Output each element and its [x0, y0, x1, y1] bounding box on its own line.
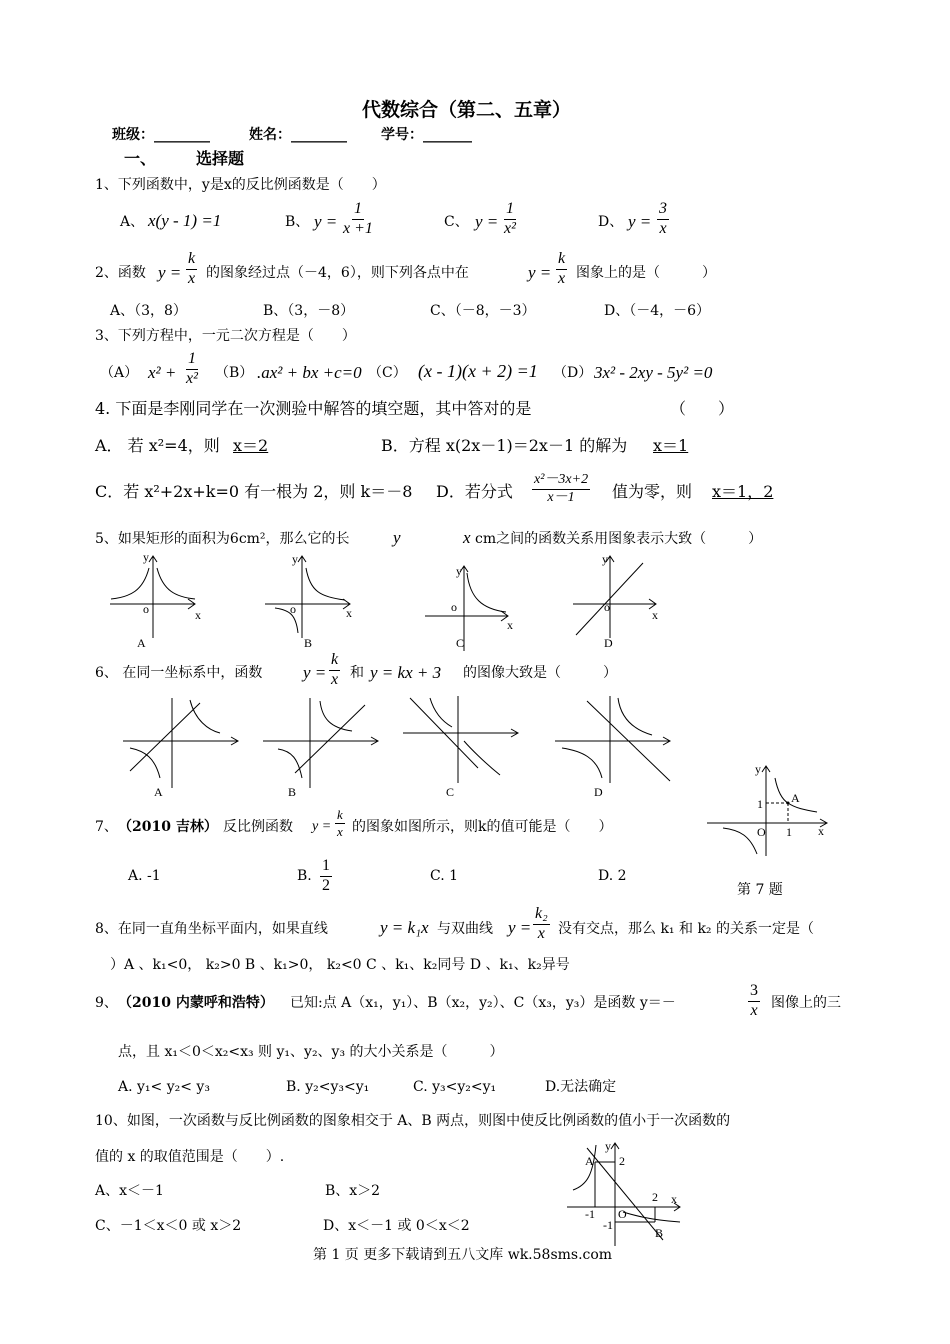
- q7-post: 的图象如图所示，则k的值可能是（ ）: [352, 819, 613, 835]
- class-field: 班级：________: [112, 127, 210, 143]
- q9-line2: 点，且 x₁＜0＜x₂<x₃ 则 y₁、y₂、y₃ 的大小关系是（ ）: [118, 1044, 504, 1060]
- q8-fraction: [533, 906, 550, 943]
- q2-post: 图象上的是（ ）: [576, 265, 716, 281]
- q4-d-num: x²－3x+2: [532, 473, 590, 490]
- page-title: 代数综合（第二、五章）: [362, 99, 572, 121]
- q9-source: （2010 内蒙呼和浩特）: [118, 995, 274, 1011]
- q1-c-lhs: y =: [475, 212, 499, 231]
- q7-b-num: 1: [320, 858, 332, 877]
- q3-c-expr: (x - 1)(x + 2) =1: [418, 361, 538, 381]
- q7-lhs: y =: [312, 819, 332, 834]
- svg-text:y: y: [456, 564, 462, 578]
- q10-figure: [565, 1140, 685, 1248]
- q2-lhs: y =: [158, 263, 182, 282]
- q1-label-d: D、: [598, 214, 624, 230]
- q4-d-fraction: [532, 473, 590, 505]
- svg-text:y: y: [143, 550, 149, 564]
- q10-fig-two-x: 2: [652, 1190, 658, 1204]
- q10-option-c: C、－1＜x＜0 或 x＞2: [95, 1218, 242, 1234]
- q6-graph-b: [260, 693, 385, 801]
- q2-option-b: B、（3，－8）: [263, 303, 355, 319]
- q2-option-d: D、（－4，－6）: [604, 303, 711, 319]
- q1-b-num: 1: [352, 201, 364, 220]
- q7-fig-origin: O: [757, 825, 766, 839]
- q5-label-c: C: [456, 636, 465, 650]
- q3-label-d: （D）: [553, 365, 593, 381]
- q5-y: y: [393, 528, 401, 547]
- q6-graph-c: [400, 693, 525, 801]
- q7-option-c: C. 1: [430, 868, 459, 884]
- q6-graph-a: [120, 693, 245, 801]
- q2-num-1: k: [186, 251, 197, 270]
- q7-figure-caption: 第 7 题: [737, 882, 783, 898]
- q9-option-b: B. y₂<y₃<y₁: [286, 1079, 370, 1095]
- q1-d-fraction: [657, 201, 669, 238]
- q5-graph-a: [105, 550, 210, 653]
- q7-option-b: B.: [297, 868, 312, 884]
- q3-d-expr: 3x² - 2xy - 5y² =0: [594, 363, 713, 382]
- q5-label-d: D: [604, 636, 613, 650]
- q10-option-b: B、x＞2: [325, 1183, 381, 1199]
- q3-a-fraction: [186, 351, 198, 388]
- svg-text:o: o: [143, 602, 149, 616]
- q2-option-a: A、（3，8）: [110, 303, 187, 319]
- q6-label-d: D: [594, 785, 603, 799]
- q4-d-mid: 值为零，则: [612, 482, 693, 501]
- q4-option-b: B．方程 x(2x－1)＝2x－1 的解为: [381, 436, 628, 455]
- q10-fig-point-a: A: [585, 1154, 594, 1168]
- q1-d-num: 3: [657, 201, 669, 220]
- q3-a-expr: x² +: [148, 363, 177, 382]
- q10-fig-origin: O: [618, 1207, 627, 1221]
- svg-text:x: x: [507, 618, 513, 632]
- name-field: 姓名：________: [249, 127, 347, 143]
- q7-den: x: [337, 823, 343, 839]
- q1-d-den: x: [659, 219, 667, 237]
- svg-text:o: o: [604, 600, 610, 614]
- q3-a-den: x²: [186, 369, 198, 387]
- q8-lhs: y =: [508, 918, 532, 937]
- svg-text:x: x: [195, 608, 201, 622]
- q2-fraction-1: [186, 251, 197, 288]
- q7-b-den: 2: [322, 876, 330, 894]
- q9-mid: 已知:点 A（x₁，y₁）、B（x₂，y₂）、C（x₃，y₃）是函数 y＝－: [290, 995, 676, 1011]
- section-title: 选择题: [196, 149, 245, 168]
- q2-option-c: C、（－8，－3）: [430, 303, 536, 319]
- q10-line2: 值的 x 的取值范围是（ ）.: [95, 1149, 285, 1165]
- q7-b-fraction: [320, 858, 332, 895]
- q5-graph-d: [568, 553, 673, 653]
- section-number: 一、: [124, 149, 157, 168]
- q1-label-a: A、: [120, 214, 145, 230]
- q1-stem: 1、下列函数中，y是x的反比例函数是（ ）: [95, 177, 386, 193]
- q3-label-b: （B）: [215, 365, 254, 381]
- q7-option-d: D. 2: [598, 868, 627, 884]
- svg-text:o: o: [451, 600, 457, 614]
- q4-option-b-answer: x＝1: [653, 436, 689, 455]
- q10-fig-two-y: 2: [619, 1154, 625, 1168]
- q9-den: x: [750, 1001, 758, 1019]
- q5-graph-c: [420, 563, 525, 663]
- q9-option-d: D.无法确定: [545, 1079, 617, 1095]
- q3-stem: 3、下列方程中，一元二次方程是（ ）: [95, 328, 356, 344]
- q6-post: 的图像大致是（ ）: [463, 665, 617, 681]
- q6-fraction: [329, 652, 340, 689]
- q1-b-lhs: y =: [314, 212, 338, 231]
- q10-option-d: D、x＜－1 或 0＜x＜2: [323, 1218, 470, 1234]
- q10-fig-x: x: [671, 1192, 677, 1206]
- q6-label-b: B: [288, 785, 297, 799]
- svg-text:y: y: [292, 552, 298, 566]
- q4-d-den: x－1: [547, 489, 575, 505]
- q9-option-a: A. y₁< y₂< y₃: [118, 1079, 210, 1095]
- q9-post: 图像上的三: [771, 995, 841, 1011]
- q7-fig-one-x: 1: [786, 825, 792, 839]
- q5-x: x: [463, 528, 471, 547]
- q6-expr: y = kx + 3: [370, 663, 442, 682]
- q4-stem: 4. 下面是李刚同学在一次测验中解答的填空题，其中答对的是: [95, 399, 532, 418]
- q3-label-a: （A）: [100, 365, 139, 381]
- q8-options: ）A 、k₁<0， k₂>0 B 、k₁>0， k₂<0 C 、k₁、k₂同号 D 、k₁、k₂异号: [110, 957, 570, 973]
- q2-den-1: x: [188, 269, 196, 287]
- q2-fraction-2: [556, 251, 567, 288]
- svg-text:x: x: [652, 608, 658, 622]
- q7-num: k: [337, 807, 343, 822]
- q6-lhs: y =: [303, 663, 327, 682]
- q9-option-c: C. y₃<y₂<y₁: [413, 1079, 497, 1095]
- q8-num: k₂: [533, 906, 550, 925]
- q8-den: x: [537, 924, 545, 942]
- q4-option-a: A． 若 x²=4，则: [95, 436, 220, 455]
- q6-graph-d: [552, 693, 677, 801]
- q1-label-b: B、: [285, 214, 310, 230]
- q10-option-a: A、x＜－1: [95, 1183, 164, 1199]
- q1-option-a: x(y - 1) =1: [148, 211, 222, 230]
- q4-paren: （ ）: [670, 399, 735, 418]
- q1-d-lhs: y =: [628, 212, 652, 231]
- q6-num: k: [329, 652, 340, 671]
- q2-pre: 2、函数: [95, 265, 146, 281]
- q6-label-a: A: [154, 785, 163, 799]
- q1-b-den: x +1: [343, 219, 373, 237]
- q6-pre: 6、 在同一坐标系中，函数: [95, 665, 263, 681]
- q4-option-d: D．若分式: [436, 482, 513, 501]
- q5-graph-b: [260, 553, 365, 653]
- q7-option-a: A. -1: [128, 868, 161, 884]
- q7-source: （2010 吉林）: [118, 819, 218, 835]
- q5-label-a: A: [137, 636, 146, 650]
- q8-pre: 8、在同一直角坐标平面内，如果直线: [95, 921, 328, 937]
- svg-text:o: o: [290, 602, 296, 616]
- q7-pre: 7、: [95, 819, 118, 835]
- q10-fig-minus-one-x: -1: [585, 1207, 595, 1221]
- svg-text:x: x: [346, 606, 352, 620]
- q10-fig-point-b: B: [655, 1226, 664, 1240]
- q6-den: x: [331, 670, 339, 688]
- q4-option-c: C．若 x²+2x+k=0 有一根为 2，则 k＝－8: [95, 482, 413, 501]
- number-field: 学号：_______: [381, 127, 472, 143]
- q7-fraction: [335, 808, 345, 838]
- q8-post: 没有交点，那么 k₁ 和 k₂ 的关系一定是（: [558, 921, 814, 937]
- q10-line1: 10、如图，一次函数与反比例函数的图象相交于 A、B 两点，则图中使反比例函数的值小于一次函数的: [95, 1113, 731, 1129]
- q7-fig-x: x: [818, 824, 824, 838]
- q9-num: 3: [748, 983, 760, 1002]
- q2-lhs-2: y =: [528, 263, 552, 282]
- q6-label-c: C: [446, 785, 455, 799]
- page-footer: 第 1 页 更多下载请到五八文库 wk.58sms.com: [313, 1247, 613, 1263]
- q1-c-num: 1: [504, 201, 516, 220]
- q4-option-d-answer: x＝1，2: [712, 482, 774, 501]
- q1-b-fraction: [343, 201, 373, 238]
- q2-den-2: x: [558, 269, 566, 287]
- q8-line: y = k₁x: [380, 918, 429, 937]
- q9-pre: 9、: [95, 995, 118, 1011]
- q7-figure: [705, 758, 840, 858]
- q9-fraction: [748, 983, 760, 1020]
- q3-label-c: （C）: [368, 365, 407, 381]
- q6-mid: 和: [350, 665, 364, 681]
- q10-fig-y: y: [605, 1139, 611, 1153]
- q8-mid: 与双曲线: [437, 921, 493, 937]
- q10-fig-minus-one-y: -1: [603, 1218, 613, 1232]
- q4-option-a-answer: x＝2: [233, 436, 269, 455]
- q2-mid: 的图象经过点（－4，6），则下列各点中在: [206, 265, 469, 281]
- q7-fig-one-y: 1: [757, 797, 763, 811]
- q1-c-den: x²: [504, 219, 516, 237]
- q5-label-b: B: [304, 636, 313, 650]
- q3-a-num: 1: [186, 351, 198, 370]
- q2-num-2: k: [556, 251, 567, 270]
- q5-post: cm之间的函数关系用图象表示大致（ ）: [475, 531, 763, 547]
- q3-b-expr: .ax² + bx +c=0: [257, 363, 362, 382]
- q7-mid: 反比例函数: [223, 819, 293, 835]
- q1-label-c: C、: [444, 214, 469, 230]
- q7-fig-y: y: [755, 762, 761, 776]
- q7-fig-point-a: A: [791, 791, 800, 805]
- q1-c-fraction: [504, 201, 516, 238]
- svg-text:y: y: [602, 552, 608, 566]
- q5-pre: 5、如果矩形的面积为6cm²，那么它的长: [95, 531, 350, 547]
